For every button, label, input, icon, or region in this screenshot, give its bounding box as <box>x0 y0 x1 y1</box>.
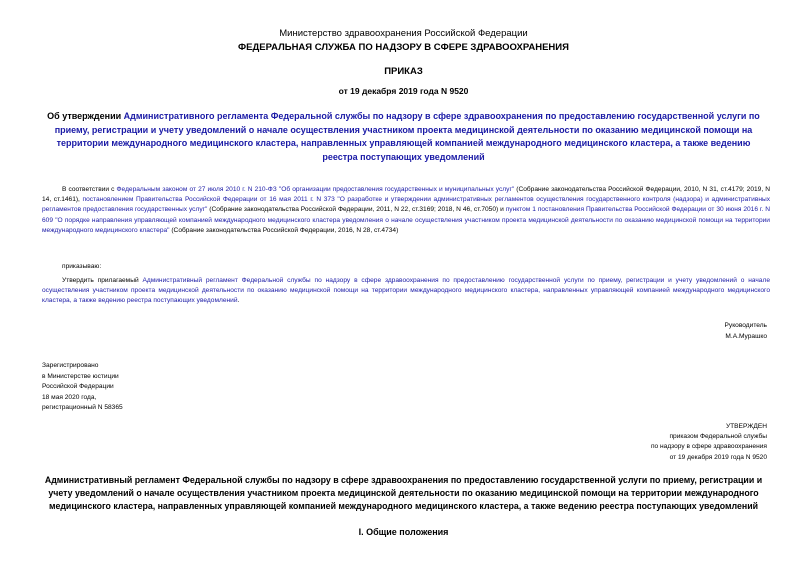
section-title: I. Общие положения <box>358 527 449 537</box>
approval-line-3: по надзору в сфере здравоохранения <box>650 443 767 451</box>
order-text-2: . <box>237 297 240 305</box>
registration-line-1: Зарегистрировано <box>42 362 99 369</box>
preamble-text-1: В соответствии с <box>62 186 117 193</box>
preamble-text-4: (Собрание законодательства Российской Федерации, 2016, N 28, ст.4734) <box>169 226 399 234</box>
registration-line-5: регистрационный N 58365 <box>42 404 123 411</box>
order-word: приказываю: <box>62 263 102 270</box>
order-text-1: Утвердить прилагаемый <box>62 277 143 284</box>
signature-position: Руководитель <box>724 322 767 329</box>
registration-line-3: Российской Федерации <box>42 383 114 390</box>
resolution-373-link[interactable]: постановлением Правительства Российской Федерации от 16 мая 2011 г. N 373 "О разработке и утверждении административных регламентов осуществления государственного контроля (надзора) и административных регламентов предоставления государственных услуг" <box>42 196 770 214</box>
approval-block <box>651 422 767 463</box>
signature-name: М.А.Мурашко <box>725 332 767 340</box>
registration-line-4: 18 мая 2020 года, <box>42 393 97 401</box>
doc-date: от 19 декабря 2019 года N 9520 <box>338 86 469 96</box>
registration-block <box>42 361 123 414</box>
approval-line-4: от 19 декабря 2019 года N 9520 <box>669 453 767 461</box>
preamble-text-2: (Собрание законодательства Российской Федерации, 2010, N 31, ст.4179; 2019, N 14, ст.1461), <box>42 186 771 204</box>
preamble-paragraph <box>42 185 770 236</box>
approval-line-2: приказом Федеральной службы <box>669 433 767 441</box>
preamble-text-3: (Собрание законодательства Российской Федерации, 2011, N 22, ст.3169; 2018, N 46, ст.7050) и <box>207 206 506 214</box>
federal-law-link[interactable]: Федеральным законом от 27 июля 2010 г. N 210-ФЗ "Об организации предоставления государственных и муниципальных услуг" <box>116 186 515 193</box>
doc-type: ПРИКАЗ <box>384 66 423 77</box>
order-paragraph <box>42 276 770 307</box>
ministry-heading: Министерство здравоохранения Российской Федерации <box>279 28 528 39</box>
resolution-609-link[interactable]: пунктом 1 постановления Правительства Российской Федерации от 30 июня 2016 г. N 609 "О порядке направления управляющей компанией международного медицинского кластера уведомления о начале осуществления участником проекта медицинской деятельности по оказанию медицинской помощи на территории международного медицинского кластера" <box>42 206 771 234</box>
title-regulation-link[interactable]: Административного регламента Федеральной службы по надзору в сфере здравоохранения по предоставлению государственной услуги по приему, регистрации и учету уведомлений о начале осуществления участником проекта медицинской деятельности по оказанию медицинской помощи на территории международного медицинского кластера, направленных управляющей компанией международного медицинского кластера, а также ведению реестра поступающих уведомлений <box>54 111 760 162</box>
service-heading: ФЕДЕРАЛЬНАЯ СЛУЖБА ПО НАДЗОРУ В СФЕРЕ ЗДРАВООХРАНЕНИЯ <box>238 42 569 53</box>
signature-block <box>725 321 767 342</box>
title-prefix: Об утверждении <box>47 111 124 121</box>
approval-line-1: УТВЕРЖДЕН <box>725 423 767 430</box>
order-title <box>40 110 767 164</box>
regulation-title: Административный регламент Федеральной службы по надзору в сфере здравоохранения по предоставлению государственной услуги по приему, регистрации и учету уведомлений о начале осуществления участником проекта медицинской деятельности по оказанию медицинской помощи на территории международного медицинского кластера, направленных управляющей компанией международного медицинского кластера, а также ведению реестра поступающих уведомлений <box>44 475 763 511</box>
registration-line-2: в Министерстве юстиции <box>42 372 119 380</box>
regulation-link[interactable]: Административный регламент Федеральной службы по надзору в сфере здравоохранения по предоставлению государственной услуги по приему, регистрации и учету уведомлений о начале осуществления участником проекта медицинской деятельности по оказанию медицинской помощи на территории международного медицинского кластера, направленных управляющей компанией международного медицинского кластера, а также ведению реестра поступающих уведомлений <box>42 277 770 305</box>
